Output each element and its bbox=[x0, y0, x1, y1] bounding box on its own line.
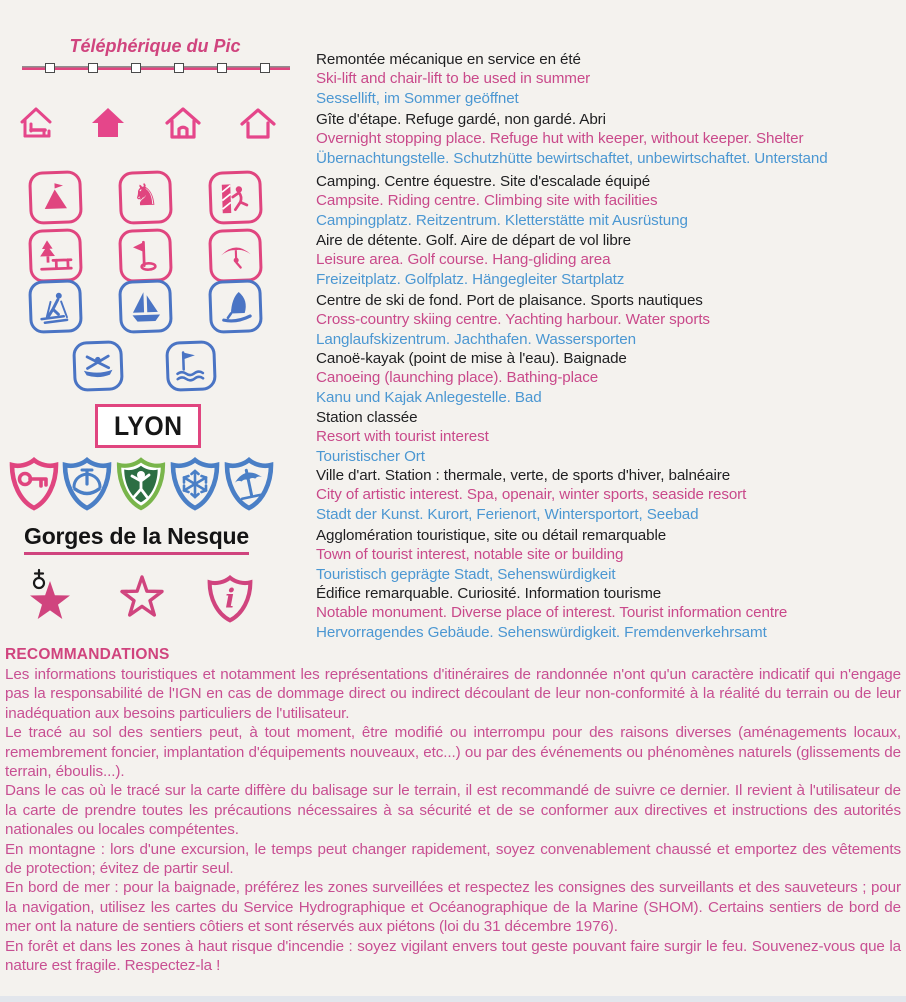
recommendations-paragraph: En bord de mer : pour la baignade, préférez les zones surveillées et respectez les consignes des surveillants et des sauveteurs ; pour la navigation, utilisez les cartes du Service Hydrographique et Océanographique de la Marine (SHOM). Certains sentiers de bord de mer ont la nature de sentiers côtiers et sont réservés aux piétons (loi du 31 décembre 1976). bbox=[5, 879, 901, 936]
legend-row bbox=[316, 50, 590, 108]
riding-centre-icon bbox=[118, 170, 173, 225]
legend-german: Langlaufskizentrum. Jachthafen. Wassersporten bbox=[316, 330, 636, 348]
legend-french: Camping. Centre équestre. Site d'escalade équipé bbox=[316, 173, 651, 190]
legend-french: Ville d'art. Station : thermale, verte, de sports d'hiver, balnéaire bbox=[316, 467, 731, 484]
canoe-kayak-icon bbox=[72, 340, 124, 392]
legend-row bbox=[316, 291, 710, 349]
legend-french: Canoë-kayak (point de mise à l'eau). Baignade bbox=[316, 350, 627, 367]
legend-english: Ski-lift and chair-lift to be used in summer bbox=[316, 70, 591, 88]
legend-english: Town of tourist interest, notable site or building bbox=[316, 546, 624, 564]
legend-french: Remontée mécanique en service en été bbox=[316, 51, 581, 68]
cableway-pylon-square bbox=[131, 63, 141, 73]
spa-badge bbox=[60, 456, 114, 512]
cross-country-skiing-icon bbox=[28, 279, 83, 334]
legend-english: Overnight stopping place. Refuge hut with keeper, without keeper. Shelter bbox=[316, 130, 804, 148]
legend-row bbox=[316, 526, 666, 584]
legend-german: Freizeitplatz. Golfplatz. Hängegleiter Startplatz bbox=[316, 270, 625, 288]
resort-name-box bbox=[95, 404, 201, 448]
recommendations-body bbox=[5, 665, 901, 976]
gite-etape-house-icon bbox=[18, 104, 58, 144]
legend-german: Campingplatz. Reitzentrum. Kletterstätte mit Ausrüstung bbox=[316, 211, 688, 229]
cableway-line-icon bbox=[22, 64, 290, 74]
yachting-harbour-icon bbox=[118, 279, 173, 334]
notable-site-name: Gorges de la Nesque bbox=[24, 523, 249, 555]
notable-monument-star-icon bbox=[26, 568, 74, 626]
legend-french: Édifice remarquable. Curiosité. Information tourisme bbox=[316, 585, 662, 602]
legend-english: Campsite. Riding centre. Climbing site with facilities bbox=[316, 192, 658, 210]
cableway-pylon-square bbox=[45, 63, 55, 73]
golf-icon bbox=[118, 228, 173, 283]
cableway-pylon-square bbox=[260, 63, 270, 73]
legend-row bbox=[316, 466, 746, 524]
legend-english: City of artistic interest. Spa, openair, winter sports, seaside resort bbox=[316, 486, 747, 504]
bathing-icon bbox=[165, 340, 217, 392]
svg-text:i: i bbox=[225, 584, 235, 615]
cableway-pylon-square bbox=[88, 63, 98, 73]
winter-sports-badge bbox=[168, 456, 222, 512]
shelter-icon bbox=[238, 104, 278, 144]
legend-row bbox=[316, 349, 627, 407]
legend-german: Touristischer Ort bbox=[316, 447, 425, 465]
legend-german: Touristisch geprägte Stadt, Sehenswürdigkeit bbox=[316, 565, 616, 583]
legend-english: Cross-country skiing centre. Yachting harbour. Water sports bbox=[316, 311, 710, 329]
city-of-art-key-badge bbox=[7, 456, 61, 512]
station-verte-badge bbox=[114, 456, 168, 512]
tourist-info-icon bbox=[205, 574, 255, 624]
legend-row bbox=[316, 408, 489, 466]
legend-english: Resort with tourist interest bbox=[316, 428, 489, 446]
legend-english: Canoeing (launching place). Bathing-place bbox=[316, 369, 599, 387]
legend-german: Hervorragendes Gebäude. Sehenswürdigkeit. Fremdenverkehrsamt bbox=[316, 623, 767, 641]
legend-french: Agglomération touristique, site ou détail remarquable bbox=[316, 527, 667, 544]
legend-german: Stadt der Kunst. Kurort, Ferienort, Wintersportort, Seebad bbox=[316, 505, 699, 523]
cableway-pylon-square bbox=[174, 63, 184, 73]
water-sports-icon bbox=[208, 279, 263, 334]
legend-french: Centre de ski de fond. Port de plaisance. Sports nautiques bbox=[316, 292, 703, 309]
legend-english: Notable monument. Diverse place of interest. Tourist information centre bbox=[316, 604, 788, 622]
legend-french: Aire de détente. Golf. Aire de départ de vol libre bbox=[316, 232, 631, 249]
cableway-pylon-square bbox=[217, 63, 227, 73]
recommendations-paragraph: Dans le cas où le tracé sur la carte diffère du balisage sur le terrain, il est recommandé de suivre ce dernier. Il revient à l'utilisateur de la carte de prendre toutes les précautions nécessaires à sa sécurité et de se conformer aux directives et instructions des autorités nationales ou locales compétentes. bbox=[5, 782, 901, 839]
legend-english: Leisure area. Golf course. Hang-gliding area bbox=[316, 251, 611, 269]
climbing-icon bbox=[208, 170, 263, 225]
cableway-cable bbox=[22, 66, 290, 70]
recommendations-paragraph: En montagne : lors d'une excursion, le temps peut changer rapidement, soyez convenablement chaussé et emportez des vêtements de protection; évitez de partir seul. bbox=[5, 840, 901, 878]
resort-name-label: LYON bbox=[113, 410, 183, 441]
camping-icon bbox=[28, 170, 83, 225]
legend-french: Gîte d'étape. Refuge gardé, non gardé. Abri bbox=[316, 111, 606, 128]
recommendations-title: RECOMMANDATIONS bbox=[5, 646, 170, 663]
refuge-with-keeper-icon bbox=[88, 104, 128, 144]
horse-head-glyph: ♞ bbox=[131, 178, 160, 212]
legend-german: Übernachtungstelle. Schutzhütte bewirtschaftet, unbewirtschaftet. Unterstand bbox=[316, 149, 828, 167]
legend-row bbox=[316, 172, 688, 230]
recommendations-paragraph: Les informations touristiques et notamment les représentations d'itinéraires de randonnée n'ont qu'un caractère indicatif qui n'engage pas la responsabilité de l'IGN en cas de dommage direct ou indirect découlant de leur non-conformité à la réalité du terrain ou de leur inadéquation aux besoins particuliers de l'utilisateur. bbox=[5, 666, 901, 722]
curiosity-star-icon bbox=[118, 574, 166, 622]
legend-german: Sessellift, im Sommer geöffnet bbox=[316, 89, 519, 107]
seaside-badge bbox=[222, 456, 276, 512]
page-bottom-edge-band bbox=[0, 996, 906, 1002]
legend-row bbox=[316, 110, 828, 168]
refuge-without-keeper-icon bbox=[163, 104, 203, 144]
leisure-area-icon bbox=[28, 228, 83, 283]
recommendations-paragraph: En forêt et dans les zones à haut risque d'incendie : soyez vigilant envers tout geste pouvant faire surgir le feu. Souvenez-vous que la nature est fragile. Respectez-la ! bbox=[5, 937, 901, 975]
cableway-title: Téléphérique du Pic bbox=[69, 36, 241, 56]
hang-gliding-icon bbox=[208, 228, 263, 283]
recommendations-paragraph: Le tracé au sol des sentiers peut, à tout moment, être modifié ou interrompu pour des raisons diverses (aménagements locaux, remembrement foncier, implantation d'équipements nouveaux, etc...) ou par des événements ou phénomènes naturels (glissements de terrain, éboulis...). bbox=[5, 724, 901, 781]
legend-german: Kanu und Kajak Anlegestelle. Bad bbox=[316, 388, 542, 406]
legend-french: Station classée bbox=[316, 409, 418, 426]
legend-row bbox=[316, 584, 787, 642]
legend-row bbox=[316, 231, 631, 289]
